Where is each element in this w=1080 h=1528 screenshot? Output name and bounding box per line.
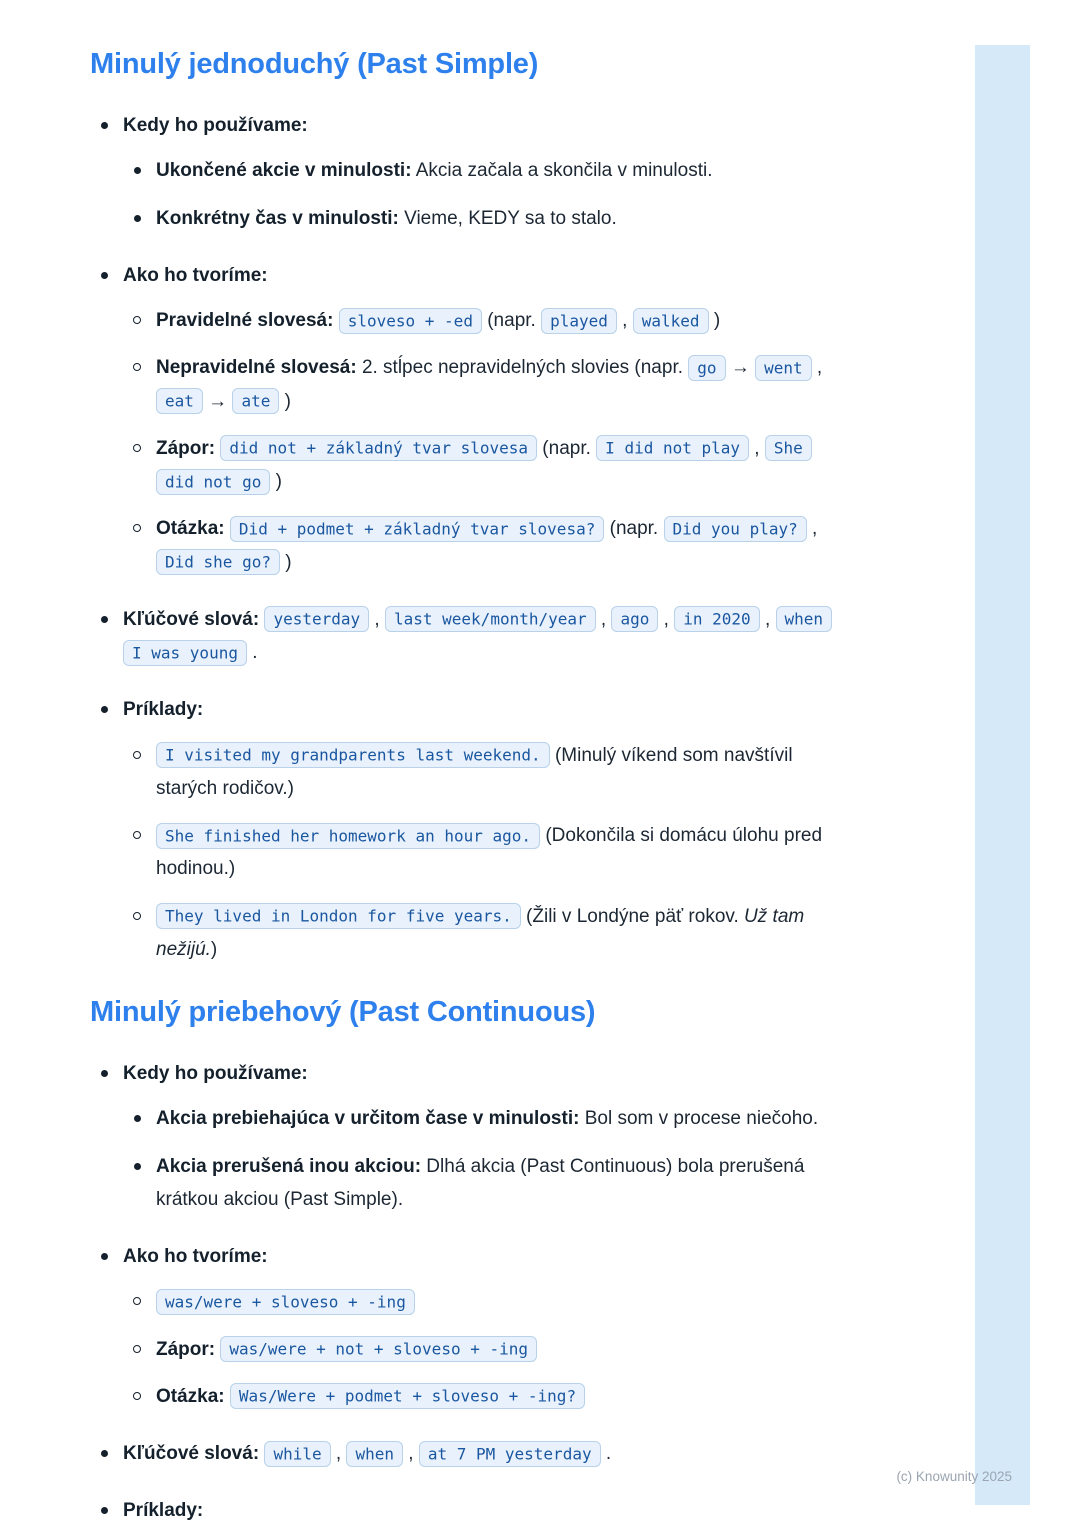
list-item [123, 1150, 838, 1217]
bold-segment: Príklady: [123, 699, 204, 721]
usage-item-action-in-progress [156, 1102, 838, 1135]
bold-segment: Kľúčové slová: [123, 1443, 265, 1464]
code-chip: when [346, 1441, 403, 1467]
code-chip: eat [156, 388, 203, 414]
code-chip: Did she go? [156, 549, 280, 575]
usage-label [123, 109, 838, 142]
bold-segment: Príklady: [123, 1500, 204, 1522]
text-segment: (napr. [604, 518, 664, 540]
bold-segment: Kedy ho používame: [123, 115, 308, 136]
example-2 [156, 819, 838, 886]
section-past-simple [90, 48, 838, 966]
bold-segment: Kľúčové slová: [123, 608, 265, 630]
text-segment: (napr. [537, 437, 597, 459]
code-chip: last week/month/year [385, 606, 596, 632]
usage-item-finished-actions [156, 154, 838, 187]
code-chip: They lived in London for five years. [156, 903, 521, 929]
list-item-usage [90, 1057, 838, 1216]
keywords-line [123, 1437, 838, 1470]
text-segment: ) [210, 938, 218, 960]
bold-segment: Ukončené akcie v minulosti: [156, 160, 412, 182]
text-segment: , [330, 1443, 347, 1464]
text-segment: , [759, 608, 776, 630]
list-item-formation [90, 1240, 838, 1413]
code-chip: She finished her homework an hour ago. [156, 823, 540, 849]
code-chip: I did not play [596, 435, 749, 461]
text-segment: , [749, 437, 765, 459]
bold-segment: Ako ho tvoríme: [123, 264, 268, 286]
text-segment: Dlhá akcia (Past Continuous) bola prerušená krátkou akciou (Past Simple). [156, 1155, 805, 1210]
code-chip: ago [611, 606, 658, 632]
text-segment: ) [279, 551, 292, 573]
usage-sublist [123, 1102, 838, 1216]
code-chip: did not + základný tvar slovesa [220, 435, 537, 461]
code-chip: Was/Were + podmet + sloveso + -ing? [230, 1383, 585, 1409]
bold-segment: Pravidelné slovesá: [156, 310, 339, 331]
list-item-keywords [90, 603, 838, 670]
formation-negative [156, 1333, 838, 1366]
bold-segment: Otázka: [156, 1385, 230, 1407]
text-segment: → [202, 390, 233, 412]
examples-sublist [123, 739, 838, 967]
text-segment: , [811, 357, 823, 379]
formation-sublist [123, 1285, 838, 1413]
text-segment: (Žili v Londýne päť rokov. [520, 905, 745, 927]
text-segment: . [246, 642, 258, 663]
formation-irregular-verbs [156, 351, 838, 418]
usage-sublist [123, 154, 838, 235]
text-segment: Akcia začala a skončila v minulosti. [411, 160, 713, 182]
scrollbar-track[interactable] [975, 45, 1030, 1505]
text-segment: ) [708, 310, 721, 331]
bold-segment: Otázka: [156, 518, 230, 540]
code-chip: yesterday [264, 606, 369, 632]
code-chip: go [688, 355, 725, 381]
text-segment: (napr. [481, 310, 542, 331]
section-title-past-simple: Minulý jednoduchý (Past Simple) [90, 48, 539, 80]
text-segment: , [595, 608, 612, 630]
text-segment: , [616, 310, 633, 331]
list-item [123, 1380, 838, 1413]
document-content [90, 48, 838, 1528]
past-simple-list [90, 109, 838, 966]
formation-sublist [123, 304, 838, 579]
bold-segment: Nepravidelné slovesá: [156, 357, 362, 379]
list-item [123, 351, 838, 418]
text-segment: Bol som v procese niečoho. [579, 1108, 819, 1130]
example-3 [156, 900, 838, 967]
code-chip: ate [232, 388, 279, 414]
text-segment: 2. stĺpec nepravidelných slovies (napr. [361, 357, 689, 379]
code-chip: while [264, 1441, 330, 1467]
bold-segment: Ako ho tvoríme: [123, 1246, 268, 1267]
list-item [123, 304, 838, 337]
code-chip: Did + podmet + základný tvar slovesa? [230, 516, 604, 542]
list-item-examples [90, 693, 838, 966]
bold-segment: Akcia prebiehajúca v určitom čase v minulosti: [156, 1108, 580, 1130]
code-chip: at 7 PM yesterday [419, 1441, 601, 1467]
past-continuous-list [90, 1057, 838, 1528]
bold-segment: Kedy ho používame: [123, 1063, 308, 1084]
list-item-usage [90, 109, 838, 235]
text-segment: Vieme, KEDY sa to stalo. [398, 207, 617, 229]
bold-segment: Konkrétny čas v minulosti: [156, 207, 399, 229]
list-item [123, 512, 838, 579]
code-chip: was/were + sloveso + -ing [156, 1289, 415, 1315]
usage-item-specific-time [156, 202, 838, 235]
keywords-line [123, 603, 838, 670]
code-chip: sloveso + -ed [339, 308, 482, 334]
examples-label [123, 693, 838, 726]
footer-copyright: (c) Knowunity 2025 [896, 1469, 1012, 1484]
list-item [123, 900, 838, 967]
text-segment: . [600, 1443, 612, 1464]
examples-label [123, 1494, 838, 1527]
usage-label [123, 1057, 838, 1090]
code-chip: I visited my grandparents last weekend. [156, 742, 550, 768]
text-segment: , [806, 518, 818, 540]
list-item [123, 819, 838, 886]
text-segment: , [369, 608, 385, 630]
section-past-continuous [90, 996, 838, 1528]
list-item [123, 1102, 838, 1135]
code-chip: Did you play? [664, 516, 807, 542]
formation-regular-verbs [156, 304, 838, 337]
formation-label [123, 259, 838, 292]
formation-label [123, 1240, 838, 1273]
code-chip: in 2020 [674, 606, 759, 632]
italic-segment: Už tam nežijú. [156, 905, 805, 960]
code-chip: was/were + not + sloveso + -ing [220, 1336, 537, 1362]
list-item [123, 739, 838, 806]
code-chip: walked [633, 308, 709, 334]
formation-question [156, 1380, 838, 1413]
list-item-keywords [90, 1437, 838, 1470]
formation-negative [156, 432, 838, 499]
formation-question [156, 512, 838, 579]
text-segment: , [402, 1443, 419, 1464]
list-item [123, 1333, 838, 1366]
bold-segment: Zápor: [156, 1338, 221, 1360]
code-chip: went [755, 355, 812, 381]
code-chip: when I was young [123, 606, 832, 665]
list-item-examples [90, 1494, 838, 1527]
text-segment: (Dokončila si domácu úlohu pred hodinou.) [156, 825, 823, 880]
example-1 [156, 739, 838, 806]
code-chip: played [541, 308, 617, 334]
usage-item-interrupted-action [156, 1150, 838, 1217]
text-segment: , [658, 608, 675, 630]
bold-segment: Akcia prerušená inou akciou: [156, 1155, 422, 1177]
text-segment: → [725, 357, 756, 379]
code-chip: She did not go [156, 435, 812, 494]
list-item [123, 432, 838, 499]
list-item [123, 202, 838, 235]
list-item-formation [90, 259, 838, 579]
list-item [123, 1285, 838, 1318]
text-segment: ) [270, 471, 282, 492]
formation-affirmative [156, 1285, 838, 1318]
list-item [123, 154, 838, 187]
text-segment: (Minulý víkend som navštívil starých rodičov.) [156, 744, 793, 799]
bold-segment: Zápor: [156, 437, 221, 459]
section-title-past-continuous: Minulý priebehový (Past Continuous) [90, 996, 596, 1028]
text-segment: ) [279, 390, 291, 412]
